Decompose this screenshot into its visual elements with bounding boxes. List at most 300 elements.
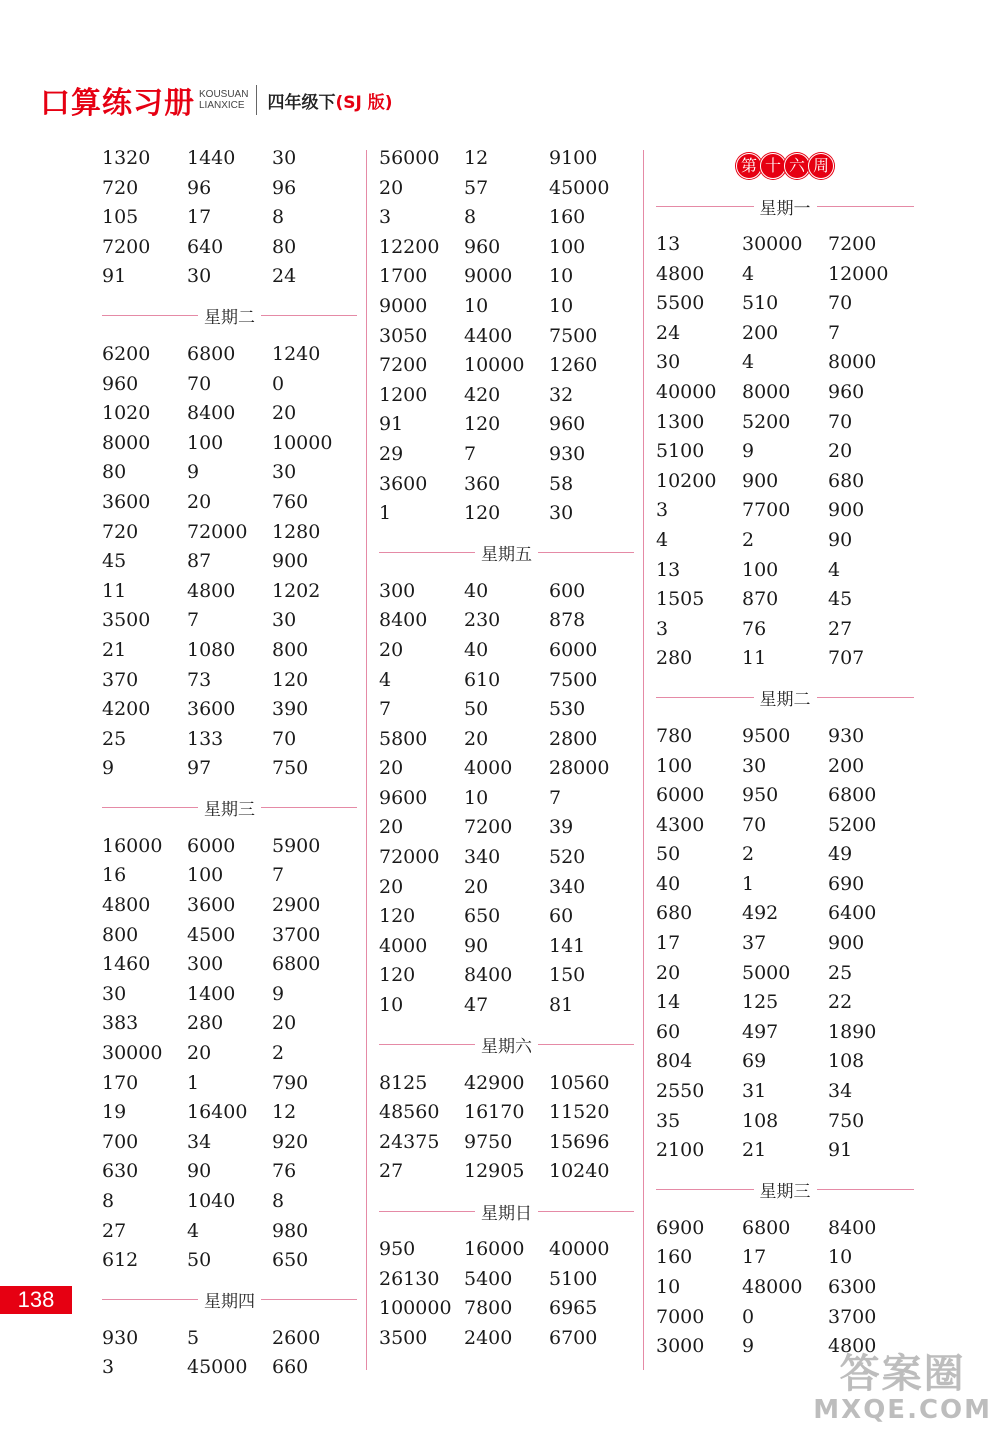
answer-value: 120	[379, 905, 416, 928]
answer-value: 90	[828, 528, 853, 551]
answer-row	[656, 929, 914, 959]
day-answers	[656, 722, 914, 1166]
answer-row	[379, 695, 634, 725]
answer-value: 600	[549, 579, 586, 602]
answer-value: 1040	[187, 1190, 236, 1212]
answer-value: 7800	[464, 1297, 513, 1320]
answer-value: 3	[656, 499, 669, 522]
heading-rule	[379, 1211, 475, 1212]
grade-text: 四年级下	[267, 92, 336, 113]
answer-value: 40	[464, 638, 489, 661]
answer-value: 3000	[656, 1335, 705, 1358]
answer-value: 30000	[742, 233, 803, 255]
answer-value: 3050	[379, 324, 428, 347]
answer-value: 360	[464, 472, 501, 495]
answer-value: 1440	[187, 147, 236, 169]
answer-value: 2	[742, 843, 755, 866]
answer-value: 96	[187, 176, 212, 199]
answer-value: 3	[102, 1356, 115, 1379]
day-heading	[379, 1187, 634, 1235]
answer-value: 497	[742, 1020, 779, 1043]
col3-sections	[656, 182, 914, 1362]
answer-value: 200	[742, 321, 779, 344]
answer-value: 280	[187, 1012, 224, 1035]
answer-value: 20	[379, 875, 404, 898]
answer-value: 26130	[379, 1267, 440, 1290]
answer-value: 10240	[549, 1160, 610, 1183]
answer-value: 6300	[828, 1276, 877, 1298]
answer-value: 120	[464, 413, 501, 436]
heading-rule	[379, 1044, 475, 1045]
answer-value: 960	[549, 413, 586, 436]
answer-row	[102, 606, 357, 636]
answer-row	[379, 754, 634, 784]
answer-row	[102, 1098, 357, 1128]
answer-row	[379, 144, 634, 174]
answer-value: 42900	[464, 1071, 525, 1094]
answer-row	[656, 496, 914, 526]
answer-row	[656, 615, 914, 645]
col1-sections	[102, 292, 357, 1383]
answer-value: 32	[549, 383, 574, 406]
answer-value: 20	[379, 638, 404, 661]
heading-rule	[261, 315, 357, 316]
answer-value: 133	[187, 727, 224, 750]
answer-value: 6000	[187, 834, 236, 857]
answer-row	[102, 1009, 357, 1039]
answer-value: 57	[464, 176, 489, 199]
answer-value: 20	[464, 875, 489, 898]
answer-row	[379, 961, 634, 991]
answer-value: 7	[549, 786, 562, 809]
answer-value: 27	[828, 617, 853, 640]
answer-row	[379, 1324, 634, 1354]
heading-rule	[538, 1211, 634, 1212]
answer-value: 300	[379, 579, 416, 602]
answer-value: 8	[272, 1190, 285, 1212]
answer-value: 15696	[549, 1130, 610, 1153]
answer-row	[379, 351, 634, 381]
answer-value: 8125	[379, 1071, 428, 1094]
answer-row	[656, 1214, 914, 1244]
answer-row	[379, 470, 634, 500]
answer-value: 20	[379, 757, 404, 780]
answer-value: 9	[272, 982, 285, 1005]
answer-row	[379, 1069, 634, 1099]
answer-row	[656, 722, 914, 752]
answer-value: 50	[187, 1249, 212, 1272]
answer-value: 1240	[272, 342, 321, 365]
answer-value: 9100	[549, 147, 598, 169]
answer-row	[379, 381, 634, 411]
answer-value: 7700	[742, 499, 791, 522]
answer-value: 1202	[272, 579, 321, 602]
answer-value: 69	[742, 1050, 767, 1073]
answer-value: 900	[272, 550, 309, 573]
answer-value: 5000	[742, 961, 791, 984]
answer-value: 87	[187, 550, 212, 573]
answer-value: 1890	[828, 1020, 877, 1043]
answer-value: 9750	[464, 1130, 513, 1153]
heading-rule	[538, 1044, 634, 1045]
answer-value: 0	[272, 372, 285, 395]
answer-row	[656, 408, 914, 438]
answer-row	[656, 1018, 914, 1048]
answer-value: 9	[742, 440, 755, 463]
answer-value: 16000	[464, 1238, 525, 1260]
heading-rule	[102, 315, 198, 316]
answer-value: 370	[102, 668, 139, 691]
answer-value: 2100	[656, 1139, 705, 1162]
answer-value: 20	[464, 727, 489, 750]
answer-value: 10	[549, 265, 574, 288]
answer-value: 9500	[742, 724, 791, 747]
answer-row	[656, 1273, 914, 1303]
answer-row	[379, 410, 634, 440]
answer-value: 20	[379, 816, 404, 839]
answer-value: 22	[828, 991, 853, 1014]
answer-value: 9600	[379, 786, 428, 809]
answer-row	[379, 1128, 634, 1158]
answer-value: 930	[549, 442, 586, 465]
answer-value: 10200	[656, 469, 717, 492]
heading-rule	[817, 697, 915, 698]
answer-row	[102, 233, 357, 263]
answer-value: 960	[102, 372, 139, 395]
answer-value: 707	[828, 647, 865, 670]
answer-value: 14	[656, 991, 681, 1014]
answer-value: 120	[272, 668, 309, 691]
answer-row	[379, 725, 634, 755]
answer-row	[102, 861, 357, 891]
answer-value: 4400	[464, 324, 513, 347]
answer-value: 58	[549, 472, 574, 495]
answer-value: 9	[742, 1335, 755, 1358]
answer-value: 170	[102, 1071, 139, 1094]
answer-value: 45	[102, 550, 127, 573]
column-2	[379, 144, 634, 1353]
answer-value: 3	[379, 206, 392, 229]
answer-value: 7	[379, 698, 392, 721]
answer-row	[102, 429, 357, 459]
answer-value: 690	[828, 872, 865, 895]
day-heading	[379, 529, 634, 577]
answer-value: 5400	[464, 1267, 513, 1290]
answer-value: 700	[102, 1130, 139, 1153]
answer-value: 750	[828, 1109, 865, 1132]
answer-row	[656, 289, 914, 319]
answer-value: 39	[549, 816, 574, 839]
answer-row	[102, 921, 357, 951]
watermark-logo-text: 答案圈	[839, 1351, 966, 1397]
answer-row	[656, 1077, 914, 1107]
answer-value: 3500	[379, 1326, 428, 1349]
answer-value: 800	[272, 638, 309, 661]
col2-sections	[379, 529, 634, 1354]
answer-value: 10000	[272, 431, 333, 454]
answer-row	[379, 322, 634, 352]
day-heading	[102, 1276, 357, 1324]
answer-row	[102, 399, 357, 429]
answer-value: 1460	[102, 953, 151, 976]
day-answers	[656, 1214, 914, 1362]
answer-row	[102, 458, 357, 488]
answer-value: 930	[828, 724, 865, 747]
week-char-4: 周	[808, 153, 834, 179]
answer-row	[379, 873, 634, 903]
answer-value: 640	[187, 235, 224, 258]
answer-value: 160	[549, 206, 586, 229]
answer-value: 45	[828, 588, 853, 611]
day-label: 星期四	[204, 1292, 255, 1313]
answer-row	[102, 1157, 357, 1187]
answer-row	[656, 1047, 914, 1077]
heading-rule	[102, 1299, 198, 1300]
answer-value: 4800	[102, 894, 151, 917]
answer-value: 8400	[828, 1216, 877, 1239]
answer-value: 90	[464, 934, 489, 957]
answer-value: 3500	[102, 609, 151, 632]
answer-value: 7200	[828, 233, 877, 255]
answer-row	[102, 144, 357, 174]
answer-row	[656, 556, 914, 586]
answer-row	[102, 1187, 357, 1217]
answer-value: 97	[187, 757, 212, 780]
answer-value: 7200	[379, 354, 428, 377]
answer-value: 900	[828, 932, 865, 955]
answer-value: 24375	[379, 1130, 440, 1153]
answer-value: 31	[742, 1080, 767, 1103]
answer-row	[656, 526, 914, 556]
answer-value: 20	[828, 440, 853, 463]
answer-value: 4	[742, 351, 755, 374]
answer-value: 5500	[656, 292, 705, 315]
answer-value: 900	[742, 469, 779, 492]
answer-row	[102, 754, 357, 784]
answer-value: 141	[549, 934, 586, 957]
column-1	[102, 144, 357, 1383]
answer-row	[656, 348, 914, 378]
answer-value: 280	[656, 647, 693, 670]
answer-value: 920	[272, 1130, 309, 1153]
day-answers	[379, 577, 634, 1021]
answer-value: 20	[379, 176, 404, 199]
answer-row	[102, 1069, 357, 1099]
answer-row	[656, 260, 914, 290]
answer-value: 11	[102, 579, 127, 602]
answer-value: 4	[742, 262, 755, 285]
answer-value: 1020	[102, 402, 151, 425]
answer-value: 45000	[187, 1356, 248, 1379]
day-label: 星期日	[481, 1203, 532, 1224]
answer-value: 680	[828, 469, 865, 492]
heading-rule	[102, 807, 198, 808]
answer-value: 7	[828, 321, 841, 344]
answer-row	[379, 606, 634, 636]
answer-value: 7	[272, 864, 285, 887]
answer-value: 13	[656, 233, 681, 255]
answer-value: 30	[272, 147, 297, 169]
answer-value: 80	[272, 235, 297, 258]
answer-value: 4000	[464, 757, 513, 780]
answer-row	[656, 319, 914, 349]
answer-row	[102, 174, 357, 204]
answer-value: 108	[828, 1050, 865, 1073]
answer-value: 300	[187, 953, 224, 976]
answer-value: 1280	[272, 520, 321, 543]
answer-value: 45000	[549, 176, 610, 199]
answer-row	[656, 959, 914, 989]
answer-row	[656, 811, 914, 841]
answer-row	[656, 781, 914, 811]
answer-row	[656, 437, 914, 467]
week-title	[656, 146, 914, 186]
answer-value: 56000	[379, 147, 440, 169]
answer-row	[379, 577, 634, 607]
brand-title: 口算练习册	[40, 86, 195, 121]
answer-value: 6800	[742, 1216, 791, 1239]
answer-row	[379, 174, 634, 204]
answer-value: 7	[464, 442, 477, 465]
answer-value: 20	[272, 1012, 297, 1035]
answer-value: 1	[379, 502, 392, 525]
answer-value: 3600	[187, 894, 236, 917]
answer-value: 50	[656, 843, 681, 866]
answer-row	[379, 991, 634, 1021]
answer-value: 10	[464, 294, 489, 317]
answer-value: 120	[464, 502, 501, 525]
answer-value: 6000	[549, 638, 598, 661]
answer-value: 1200	[379, 383, 428, 406]
answer-value: 780	[656, 724, 693, 747]
answer-value: 12200	[379, 235, 440, 258]
answer-value: 8400	[464, 964, 513, 987]
answer-value: 4	[828, 558, 841, 581]
column-3	[656, 146, 914, 1362]
watermark-url: MXQE.COM	[813, 1395, 992, 1425]
answer-row	[102, 695, 357, 725]
answer-value: 100	[187, 431, 224, 454]
answer-value: 6800	[187, 342, 236, 365]
answer-value: 6000	[656, 784, 705, 807]
watermark	[813, 1352, 992, 1424]
day-heading	[102, 784, 357, 832]
answer-row	[656, 988, 914, 1018]
answer-value: 3600	[102, 490, 151, 513]
answer-value: 40000	[549, 1238, 610, 1260]
answer-value: 630	[102, 1160, 139, 1183]
answer-value: 4800	[656, 262, 705, 285]
answer-value: 5200	[742, 410, 791, 433]
answer-row	[379, 1235, 634, 1265]
answer-value: 60	[549, 905, 574, 928]
answer-value: 5	[187, 1326, 200, 1349]
answer-value: 80	[102, 461, 127, 484]
answer-value: 76	[272, 1160, 297, 1183]
day-heading	[656, 182, 914, 230]
answer-value: 6200	[102, 342, 151, 365]
heading-rule	[379, 552, 475, 553]
answer-value: 8000	[828, 351, 877, 374]
heading-rule	[261, 1299, 357, 1300]
answer-value: 7500	[549, 324, 598, 347]
day-label: 星期二	[759, 690, 811, 711]
answer-value: 1	[187, 1071, 200, 1094]
answer-value: 1505	[656, 588, 705, 611]
day-answers	[102, 340, 357, 784]
answer-value: 650	[272, 1249, 309, 1272]
answer-value: 510	[742, 292, 779, 315]
col2-top-rows	[379, 144, 634, 529]
answer-value: 73	[187, 668, 212, 691]
answer-value: 4800	[187, 579, 236, 602]
answer-value: 340	[464, 846, 501, 869]
page-number: 138	[0, 1286, 72, 1314]
answer-value: 8400	[379, 609, 428, 632]
answer-value: 8400	[187, 402, 236, 425]
answer-value: 420	[464, 383, 501, 406]
answer-value: 76	[742, 617, 767, 640]
answer-row	[102, 1246, 357, 1276]
answer-value: 4500	[187, 923, 236, 946]
answer-value: 34	[187, 1130, 212, 1153]
answer-value: 980	[272, 1219, 309, 1242]
answer-value: 7000	[656, 1305, 705, 1328]
answer-row	[379, 902, 634, 932]
answer-value: 7	[187, 609, 200, 632]
answer-row	[102, 832, 357, 862]
answer-row	[379, 1157, 634, 1187]
answer-row	[379, 843, 634, 873]
answer-value: 96	[272, 176, 297, 199]
answer-value: 37	[742, 932, 767, 955]
answer-value: 100	[549, 235, 586, 258]
answer-row	[656, 467, 914, 497]
answer-value: 383	[102, 1012, 139, 1035]
day-heading	[656, 674, 914, 722]
answer-value: 30	[187, 265, 212, 288]
answer-value: 492	[742, 902, 779, 925]
answer-value: 100	[656, 754, 693, 777]
answer-value: 750	[272, 757, 309, 780]
answer-row	[379, 1098, 634, 1128]
col1-top-rows	[102, 144, 357, 292]
answer-row	[379, 666, 634, 696]
answer-value: 19	[102, 1101, 127, 1124]
answer-row	[656, 840, 914, 870]
answer-value: 6400	[828, 902, 877, 925]
answer-value: 10	[549, 294, 574, 317]
week-char-3: 六	[784, 153, 810, 179]
answer-row	[102, 1217, 357, 1247]
answer-value: 81	[549, 994, 574, 1017]
answer-value: 610	[464, 668, 501, 691]
answer-row	[102, 1128, 357, 1158]
answer-value: 800	[102, 923, 139, 946]
answer-value: 6700	[549, 1326, 598, 1349]
answer-value: 680	[656, 902, 693, 925]
answer-value: 27	[379, 1160, 404, 1183]
answer-value: 6900	[656, 1216, 705, 1239]
week-char-1: 第	[736, 153, 762, 179]
day-answers	[102, 832, 357, 1276]
day-label: 星期六	[481, 1037, 532, 1058]
answer-value: 3700	[272, 923, 321, 946]
day-answers	[102, 1324, 357, 1383]
answer-row	[656, 378, 914, 408]
answer-value: 200	[828, 754, 865, 777]
edition-text: (SJ 版)	[335, 92, 393, 113]
